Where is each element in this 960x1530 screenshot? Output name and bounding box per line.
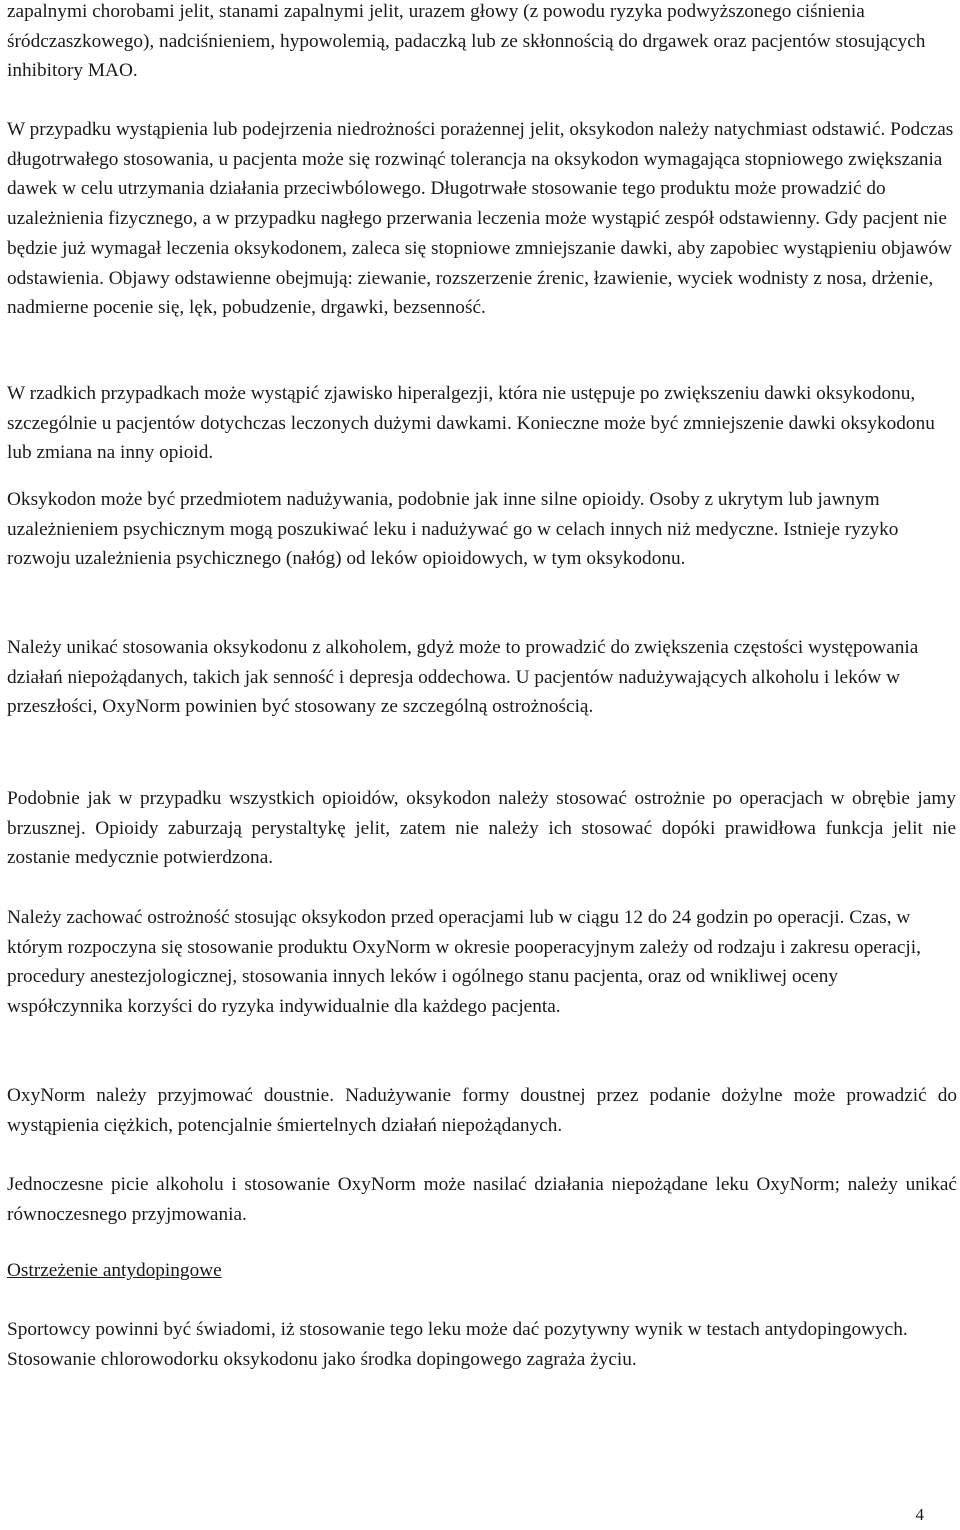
section-heading-antidoping: Ostrzeżenie antydopingowe [7, 1260, 222, 1281]
paragraph-antidoping-warning: Sportowcy powinni być świadomi, iż stosowanie tego leku może dać pozytywny wynik w testach antydopingowych. Stosowanie chlorowodorku oksykodonu jako środka dopingowego zagraża życiu. [7, 1319, 908, 1370]
page-number: 4 [915, 1505, 924, 1524]
paragraph-alcohol-interaction: Należy unikać stosowania oksykodonu z alkoholem, gdyż może to prowadzić do zwiększenia częstości występowania działań niepożądanych, takich jak senność i depresja oddechowa. U pacjentów nadużywających alkoholu i leków w przeszłości, OxyNorm powinien być stosowany ze szczególną ostrożnością. [7, 637, 919, 718]
paragraph-abdominal-surgery: Podobnie jak w przypadku wszystkich opioidów, oksykodon należy stosować ostrożnie po operacjach w obrębie jamy brzusznej. Opioidy zaburzają perystaltykę jelit, zatem nie należy ich stosować dopóki prawidłowa funkcja jelit nie zostanie medycznie potwierdzona. [7, 788, 956, 869]
paragraph-oral-administration: OxyNorm należy przyjmować doustnie. Nadużywanie formy doustnej przez podanie dożylne może prowadzić do wystąpienia ciężkich, potencjalnie śmiertelnych działań niepożądanych. [7, 1085, 957, 1136]
paragraph-hyperalgesia: W rzadkich przypadkach może wystąpić zjawisko hiperalgezji, która nie ustępuje po zwiększeniu dawki oksykodonu, szczególnie u pacjentów dotychczas leczonych dużymi dawkami. Konieczne może być zmniejszenie dawki oksykodonu lub zmiana na inny opioid. [7, 383, 935, 464]
paragraph-abuse-potential: Oksykodon może być przedmiotem nadużywania, podobnie jak inne silne opioidy. Osoby z ukrytym lub jawnym uzależnieniem psychicznym mogą poszukiwać leku i nadużywać go w celach innych niż medyczne. Istnieje ryzyko rozwoju uzależnienia psychicznego (nałóg) od leków opioidowych, w tym oksykodonu. [7, 489, 899, 570]
paragraph-contraindications-continued: zapalnymi chorobami jelit, stanami zapalnymi jelit, urazem głowy (z powodu ryzyka podwyższonego ciśnienia śródczaszkowego), nadciśnieniem, hypowolemią, padaczką lub ze skłonnością do drgawek oraz pacjentów stosujących inhibitory MAO. [7, 1, 926, 82]
paragraph-ileus-tolerance-withdrawal: W przypadku wystąpienia lub podejrzenia niedrożności porażennej jelit, oksykodon należy natychmiast odstawić. Podczas długotrwałego stosowania, u pacjenta może się rozwinąć tolerancja na oksykodon wymagająca stopniowego zwiększania dawek w celu utrzymania działania przeciwbólowego. Długotrwałe stosowanie tego produktu może prowadzić do uzależnienia fizycznego, a w przypadku nagłego przerwania leczenia może wystąpić zespół odstawienny. Gdy pacjent nie będzie już wymagał leczenia oksykodonem, zaleca się stopniowe zmniejszanie dawki, aby zapobiec wystąpieniu objawów odstawienia. Objawy odstawienne obejmują: ziewanie, rozszerzenie źrenic, łzawienie, wyciek wodnisty z nosa, drżenie, nadmierne pocenie się, lęk, pobudzenie, drgawki, bezsenność. [7, 119, 954, 319]
paragraph-perioperative-use: Należy zachować ostrożność stosując oksykodon przed operacjami lub w ciągu 12 do 24 godzin po operacji. Czas, w którym rozpoczyna się stosowanie produktu OxyNorm w okresie pooperacyjnym zależy od rodzaju i zakresu operacji, procedury anestezjologicznej, stosowania innych leków i ogólnego stanu pacjenta, oraz od wnikliwej oceny współczynnika korzyści do ryzyka indywidualnie dla każdego pacjenta. [7, 907, 921, 1018]
paragraph-alcohol-avoidance: Jednoczesne picie alkoholu i stosowanie OxyNorm może nasilać działania niepożądane leku OxyNorm; należy unikać równoczesnego przyjmowania. [7, 1174, 957, 1225]
